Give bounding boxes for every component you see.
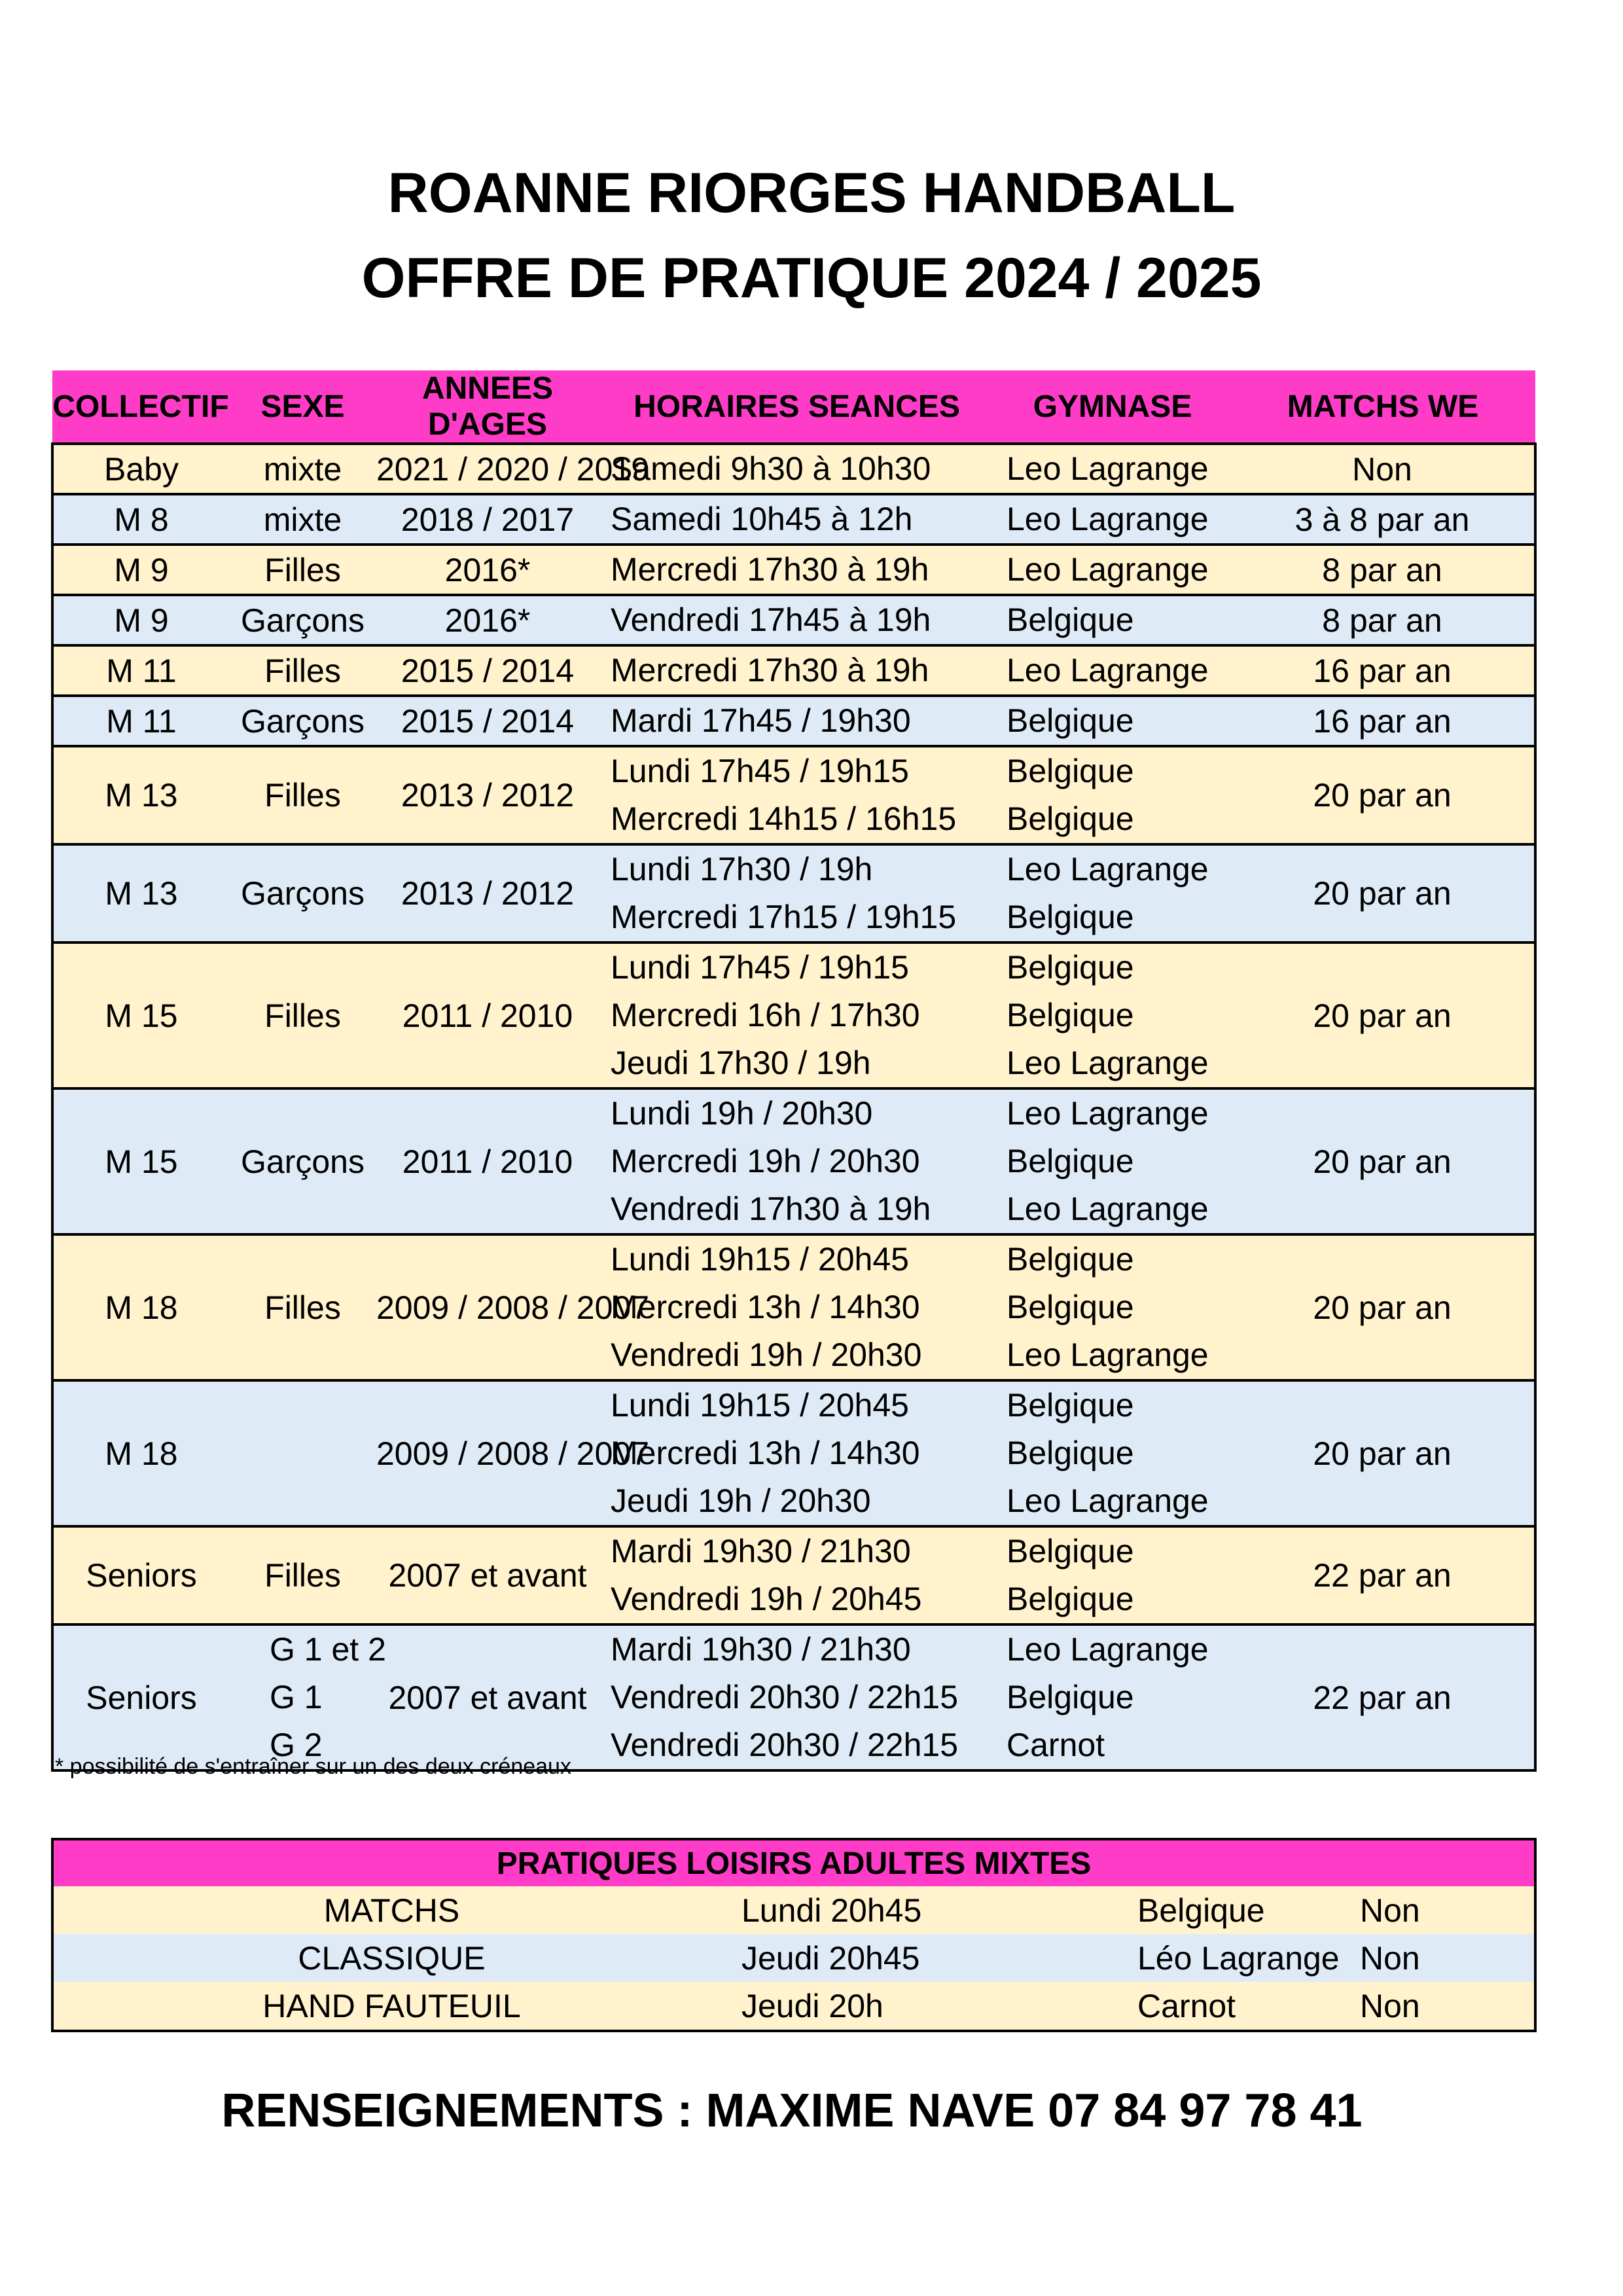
loisirs-gymnase: Léo Lagrange: [1137, 1939, 1340, 1977]
horaire-line: Mardi 19h30 / 21h30: [611, 1631, 911, 1668]
gymnase-line: Belgique: [1007, 702, 1134, 739]
gymnase-cell: [995, 1234, 1230, 1380]
horaire-line: Vendredi 19h / 20h45: [611, 1581, 922, 1617]
horaire-line: Mercredi 19h / 20h30: [611, 1143, 920, 1179]
gymnase-line: Belgique: [1007, 1435, 1134, 1471]
horaire-line: Jeudi 19h / 20h30: [611, 1482, 871, 1519]
loisirs-pratique: MATCHS: [323, 1892, 460, 1929]
horaire-line: Mercredi 13h / 14h30: [611, 1435, 920, 1471]
horaire-line: Mardi 17h45 / 19h30: [611, 702, 911, 739]
gymnase-cell: [995, 746, 1230, 844]
collectif-cell: M 15: [52, 1088, 229, 1234]
matchs-cell: 20 par an: [1230, 1380, 1535, 1526]
annees-cell: 2015 / 2014: [376, 645, 599, 696]
loisirs-horaire: Jeudi 20h45: [741, 1939, 920, 1977]
table-row: [52, 1088, 1535, 1234]
horaire-line: Mercredi 17h30 à 19h: [611, 652, 929, 689]
sexe-cell: Filles: [229, 1234, 376, 1380]
gymnase-line: Belgique: [1007, 1289, 1134, 1325]
matchs-cell: 16 par an: [1230, 696, 1535, 746]
sexe-cell: mixte: [229, 444, 376, 494]
loisirs-matchs: Non: [1360, 1987, 1420, 2024]
matchs-cell: 20 par an: [1230, 942, 1535, 1088]
matchs-cell: 20 par an: [1230, 1234, 1535, 1380]
annees-cell: 2009 / 2008 / 2007: [376, 1380, 599, 1526]
collectif-cell: Seniors: [52, 1624, 229, 1770]
horaires-cell: [599, 1088, 995, 1234]
annees-cell: 2018 / 2017: [376, 494, 599, 545]
table-header-row: [52, 370, 1535, 444]
loisirs-horaire: Jeudi 20h: [741, 1987, 883, 2024]
table-row: [52, 746, 1535, 844]
gymnase-cell: [995, 494, 1230, 545]
page-subtitle: OFFRE DE PRATIQUE 2024 / 2025: [361, 247, 1262, 310]
matchs-cell: 20 par an: [1230, 746, 1535, 844]
gymnase-line: Belgique: [1007, 1387, 1134, 1424]
horaire-line: Vendredi 20h30 / 22h15: [611, 1727, 959, 1763]
matchs-cell: 20 par an: [1230, 844, 1535, 942]
gymnase-cell: [995, 444, 1230, 494]
loisirs-row: [52, 1886, 1535, 1934]
horaires-cell: [599, 1526, 995, 1624]
loisirs-matchs: Non: [1360, 1939, 1420, 1977]
horaires-cell: [599, 696, 995, 746]
horaire-line: Vendredi 17h45 à 19h: [611, 601, 931, 638]
sexe-cell: [229, 1624, 386, 1770]
header-gymnase: GYMNASE: [995, 370, 1230, 444]
horaires-cell: [599, 942, 995, 1088]
horaire-line: Mardi 19h30 / 21h30: [611, 1533, 911, 1570]
matchs-cell: 16 par an: [1230, 645, 1535, 696]
table-row: [52, 1234, 1535, 1380]
matchs-cell: 8 par an: [1230, 595, 1535, 645]
table-row: [52, 942, 1535, 1088]
gymnase-cell: [995, 545, 1230, 595]
contact-info: RENSEIGNEMENTS : MAXIME NAVE 07 84 97 78 41: [221, 2085, 1363, 2137]
sexe-cell: [229, 1380, 376, 1526]
table-row: [52, 1380, 1535, 1526]
horaire-line: Vendredi 19h / 20h30: [611, 1336, 922, 1373]
horaire-line: Lundi 17h30 / 19h: [611, 851, 873, 888]
horaire-line: Mercredi 17h30 à 19h: [611, 551, 929, 588]
horaires-cell: [599, 844, 995, 942]
footnote: * possibilité de s'entraîner sur un des deux créneaux: [55, 1754, 571, 1779]
horaires-cell: [599, 746, 995, 844]
horaire-line: Samedi 10h45 à 12h: [611, 501, 913, 537]
gymnase-line: Leo Lagrange: [1007, 450, 1209, 487]
page-title: ROANNE RIORGES HANDBALL: [387, 162, 1236, 224]
horaire-line: Mercredi 13h / 14h30: [611, 1289, 920, 1325]
horaires-cell: [599, 444, 995, 494]
horaires-cell: [599, 1624, 995, 1770]
horaires-cell: [599, 595, 995, 645]
loisirs-title: PRATIQUES LOISIRS ADULTES MIXTES: [52, 1839, 1535, 1886]
loisirs-row: [52, 1934, 1535, 1982]
annees-cell: 2011 / 2010: [376, 1088, 599, 1234]
table-row: [52, 645, 1535, 696]
gymnase-line: Belgique: [1007, 1533, 1134, 1570]
gymnase-line: Belgique: [1007, 1143, 1134, 1179]
collectif-cell: M 11: [52, 696, 229, 746]
collectif-cell: M 13: [52, 844, 229, 942]
gymnase-line: Leo Lagrange: [1007, 501, 1209, 537]
loisirs-gymnase: Belgique: [1137, 1892, 1265, 1929]
horaire-line: Lundi 17h45 / 19h15: [611, 949, 909, 986]
sexe-cell: Garçons: [229, 844, 376, 942]
table-row: [52, 1526, 1535, 1624]
horaire-line: Lundi 19h15 / 20h45: [611, 1387, 909, 1424]
horaire-line: Mercredi 16h / 17h30: [611, 997, 920, 1033]
loisirs-matchs: Non: [1360, 1892, 1420, 1929]
gymnase-line: Leo Lagrange: [1007, 1631, 1209, 1668]
matchs-cell: Non: [1230, 444, 1535, 494]
annees-cell: 2011 / 2010: [376, 942, 599, 1088]
table-row: [52, 844, 1535, 942]
collectif-cell: M 8: [52, 494, 229, 545]
matchs-cell: 3 à 8 par an: [1230, 494, 1535, 545]
header-annees: ANNEES D'AGES: [376, 370, 599, 444]
sexe-cell: Filles: [229, 545, 376, 595]
collectif-cell: M 15: [52, 942, 229, 1088]
loisirs-pratique: HAND FAUTEUIL: [262, 1987, 521, 2024]
loisirs-gymnase: Carnot: [1137, 1987, 1236, 2024]
gymnase-cell: [995, 1624, 1230, 1770]
gymnase-line: Leo Lagrange: [1007, 851, 1209, 888]
gymnase-cell: [995, 645, 1230, 696]
sexe-cell: Filles: [229, 1526, 376, 1624]
matchs-cell: 20 par an: [1230, 1088, 1535, 1234]
horaires-cell: [599, 545, 995, 595]
gymnase-line: Belgique: [1007, 899, 1134, 935]
matchs-cell: 22 par an: [1230, 1624, 1535, 1770]
collectif-cell: M 18: [52, 1234, 229, 1380]
header-sexe: SEXE: [229, 370, 376, 444]
horaire-line: Lundi 19h15 / 20h45: [611, 1241, 909, 1278]
collectif-cell: Baby: [52, 444, 229, 494]
gymnase-line: Carnot: [1007, 1727, 1105, 1763]
gymnase-line: Leo Lagrange: [1007, 1482, 1209, 1519]
gymnase-line: Belgique: [1007, 997, 1134, 1033]
gymnase-line: Leo Lagrange: [1007, 1045, 1209, 1081]
sexe-cell: Garçons: [229, 595, 376, 645]
gymnase-line: Leo Lagrange: [1007, 652, 1209, 689]
loisirs-row: [52, 1982, 1535, 2031]
collectif-cell: M 18: [52, 1380, 229, 1526]
matchs-cell: 8 par an: [1230, 545, 1535, 595]
annees-cell: 2007 et avant: [376, 1526, 599, 1624]
table-row: [52, 444, 1535, 494]
loisirs-horaire: Lundi 20h45: [741, 1892, 922, 1929]
gymnase-line: Belgique: [1007, 949, 1134, 986]
sexe-cell: Garçons: [229, 1088, 376, 1234]
sexe-line: G 2: [270, 1727, 323, 1763]
collectif-cell: M 9: [52, 545, 229, 595]
horaires-cell: [599, 1234, 995, 1380]
table-row: [52, 494, 1535, 545]
horaire-line: Jeudi 17h30 / 19h: [611, 1045, 871, 1081]
horaire-line: Vendredi 17h30 à 19h: [611, 1191, 931, 1227]
collectif-cell: M 9: [52, 595, 229, 645]
sexe-line: G 1: [270, 1679, 323, 1715]
sexe-cell: Filles: [229, 645, 376, 696]
gymnase-line: Leo Lagrange: [1007, 1095, 1209, 1132]
horaires-cell: [599, 494, 995, 545]
gymnase-line: Leo Lagrange: [1007, 551, 1209, 588]
gymnase-line: Belgique: [1007, 1241, 1134, 1278]
gymnase-cell: [995, 942, 1230, 1088]
horaire-line: Mercredi 17h15 / 19h15: [611, 899, 957, 935]
annees-cell: 2015 / 2014: [376, 696, 599, 746]
table-row: [52, 1624, 1535, 1770]
annees-cell: 2013 / 2012: [376, 746, 599, 844]
header-horaires: HORAIRES SEANCES: [599, 370, 995, 444]
gymnase-cell: [995, 1526, 1230, 1624]
gymnase-cell: [995, 595, 1230, 645]
table-row: [52, 595, 1535, 645]
sexe-cell: Filles: [229, 746, 376, 844]
horaire-line: Mercredi 14h15 / 16h15: [611, 800, 957, 837]
loisirs-table: [51, 1838, 1537, 2032]
sexe-cell: Filles: [229, 942, 376, 1088]
horaires-cell: [599, 1380, 995, 1526]
horaire-line: Samedi 9h30 à 10h30: [611, 450, 931, 487]
gymnase-cell: [995, 1088, 1230, 1234]
horaire-line: Vendredi 20h30 / 22h15: [611, 1679, 959, 1715]
gymnase-line: Leo Lagrange: [1007, 1336, 1209, 1373]
horaires-cell: [599, 645, 995, 696]
collectif-cell: Seniors: [52, 1526, 229, 1624]
gymnase-line: Belgique: [1007, 601, 1134, 638]
sexe-line: G 1 et 2: [270, 1631, 386, 1668]
header-collectif: COLLECTIF: [52, 370, 229, 444]
header-matchs: MATCHS WE: [1230, 370, 1535, 444]
sexe-cell: mixte: [229, 494, 376, 545]
gymnase-line: Belgique: [1007, 753, 1134, 789]
gymnase-cell: [995, 844, 1230, 942]
sexe-cell: Garçons: [229, 696, 376, 746]
table-row: [52, 696, 1535, 746]
horaire-line: Lundi 17h45 / 19h15: [611, 753, 909, 789]
annees-cell: 2016*: [376, 545, 599, 595]
matchs-cell: 22 par an: [1230, 1526, 1535, 1624]
schedule-body: [52, 444, 1535, 1770]
annees-cell: 2009 / 2008 / 2007: [376, 1234, 599, 1380]
collectif-cell: M 11: [52, 645, 229, 696]
gymnase-line: Belgique: [1007, 800, 1134, 837]
gymnase-cell: [995, 1380, 1230, 1526]
annees-cell: 2021 / 2020 / 2019: [376, 444, 599, 494]
gymnase-line: Belgique: [1007, 1679, 1134, 1715]
gymnase-line: Belgique: [1007, 1581, 1134, 1617]
gymnase-line: Leo Lagrange: [1007, 1191, 1209, 1227]
table-row: [52, 545, 1535, 595]
annees-cell: 2007 et avant: [376, 1624, 599, 1770]
annees-cell: 2016*: [376, 595, 599, 645]
schedule-table: [51, 370, 1537, 1772]
horaire-line: Lundi 19h / 20h30: [611, 1095, 873, 1132]
collectif-cell: M 13: [52, 746, 229, 844]
gymnase-cell: [995, 696, 1230, 746]
annees-cell: 2013 / 2012: [376, 844, 599, 942]
loisirs-pratique: CLASSIQUE: [298, 1939, 486, 1977]
